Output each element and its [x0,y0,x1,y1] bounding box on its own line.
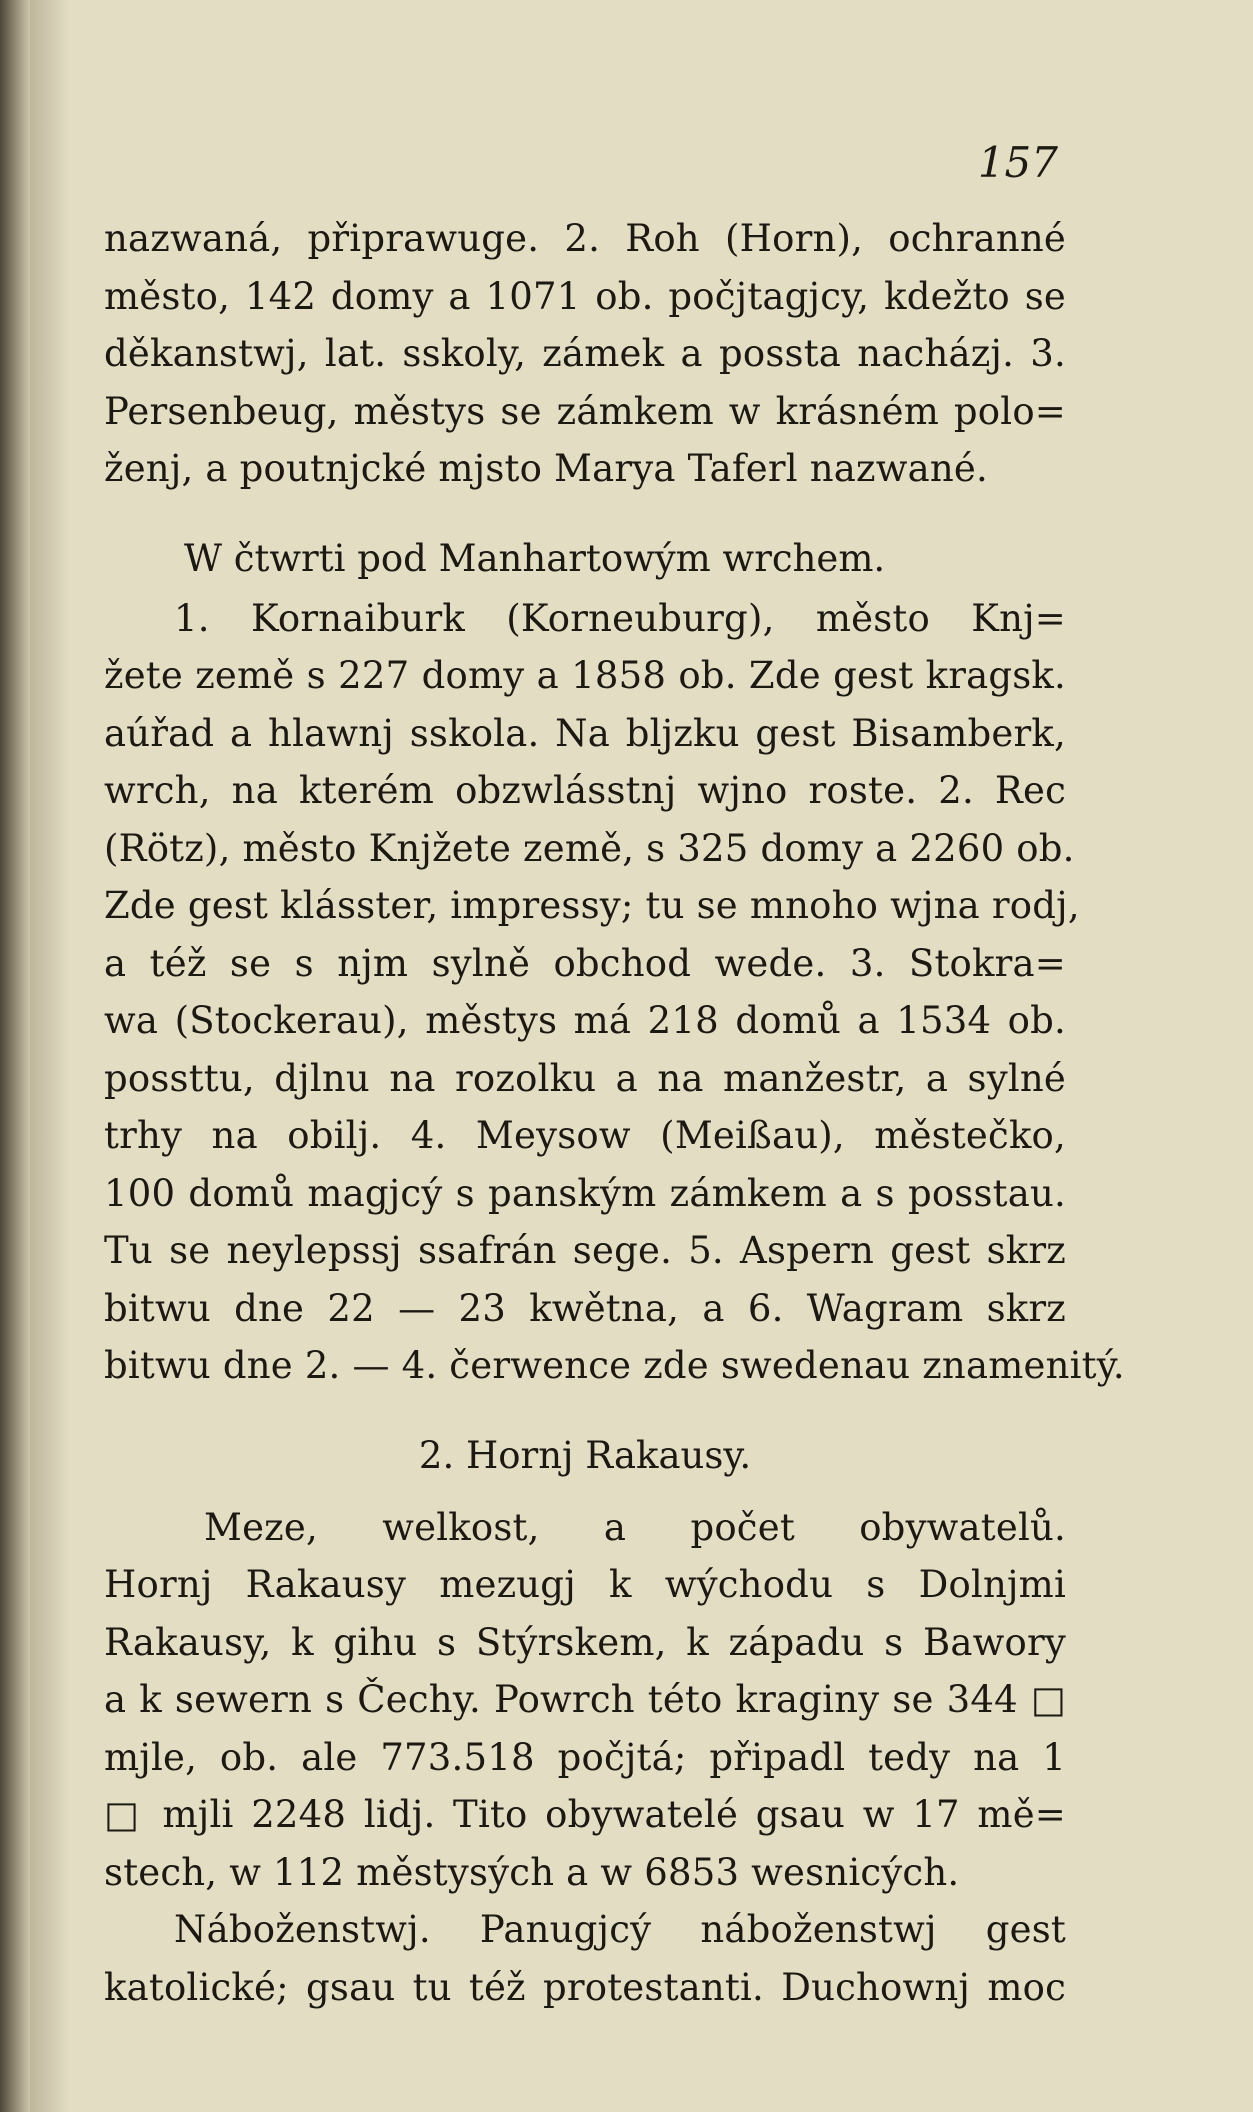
text-line: katolické; gsau tu též protestanti. Duchownj moc [104,1965,1066,2009]
text-line: nazwaná, připrawuge. 2. Roh (Horn), ochranné [104,217,1066,260]
text-line: wa (Stockerau), městys má 218 domů a 1534 ob. [104,999,1066,1042]
text-line: Rakausy, k gihu s Stýrskem, k západu s Bawory [104,1620,1066,1664]
text-line: stech, w 112 městysých a w 6853 wesnicých. [104,1850,960,1894]
text-line: mjle, ob. ale 773.518 počjtá; připadl tedy na 1 [104,1735,1066,1779]
text-line: possttu, djlnu na rozolku a na manžestr, a sylné [104,1056,1066,1100]
text-line: 100 domů magjcý s panským zámkem a s posstau. [104,1171,1066,1215]
text-line: bitwu dne 22 — 23 kwětna, a 6. Wagram skrz [104,1286,1066,1330]
subsection-heading: Meze, welkost, a počet obywatelů. [204,1505,1066,1549]
text-line: 1. Kornaiburk (Korneuburg), město Knj= [174,596,1066,640]
text-line: a k sewern s Čechy. Powrch této kraginy se 344 □ [104,1678,1066,1721]
text-line: □ mjli 2248 lidj. Tito obywatelé gsau w 17 mě= [104,1793,1066,1836]
text-line: děkanstwj, lat. sskoly, zámek a possta nacházj. 3. [104,332,1066,375]
text-line: Náboženstwj. Panugjcý náboženstwj gest [174,1908,1066,1951]
text-line: Zde gest klásster, impressy; tu se mnoho wjna rodj, [104,884,1080,927]
section-heading: W čtwrti pod Manhartowým wrchem. [184,536,886,580]
text-line: aúřad a hlawnj sskola. Na bljzku gest Bisamberk, [104,711,1066,755]
page-number: 157 [977,138,1058,187]
text-line: Persenbeug, městys se zámkem w krásném polo= [104,389,1066,433]
text-line: Hornj Rakausy mezugj k wýchodu s Dolnjmi [104,1563,1066,1606]
text-line: bitwu dne 2. — 4. čerwence zde swedenau znamenitý. [104,1344,1125,1387]
text-line: trhy na obilj. 4. Meysow (Meißau), městečko, [104,1114,1066,1157]
page-text [104,210,1125,2016]
text-line: město, 142 domy a 1071 ob. počjtagjcy, kdežto se [104,274,1066,318]
text-line: a též se s njm sylně obchod wede. 3. Stokra= [104,941,1066,985]
text-line: (Rötz), město Knjžete země, s 325 domy a 2260 ob. [104,826,1075,870]
text-line: ženj, a poutnjcké mjsto Marya Taferl nazwané. [104,447,988,490]
text-line: wrch, na kterém obzwlásstnj wjno roste. 2. Rec [104,769,1066,812]
section-title: 2. Hornj Rakausy. [418,1433,752,1477]
text-line: žete země s 227 domy a 1858 ob. Zde gest kragsk. [104,654,1066,697]
text-line: Tu se neylepssj ssafrán sege. 5. Aspern gest skrz [104,1229,1066,1272]
